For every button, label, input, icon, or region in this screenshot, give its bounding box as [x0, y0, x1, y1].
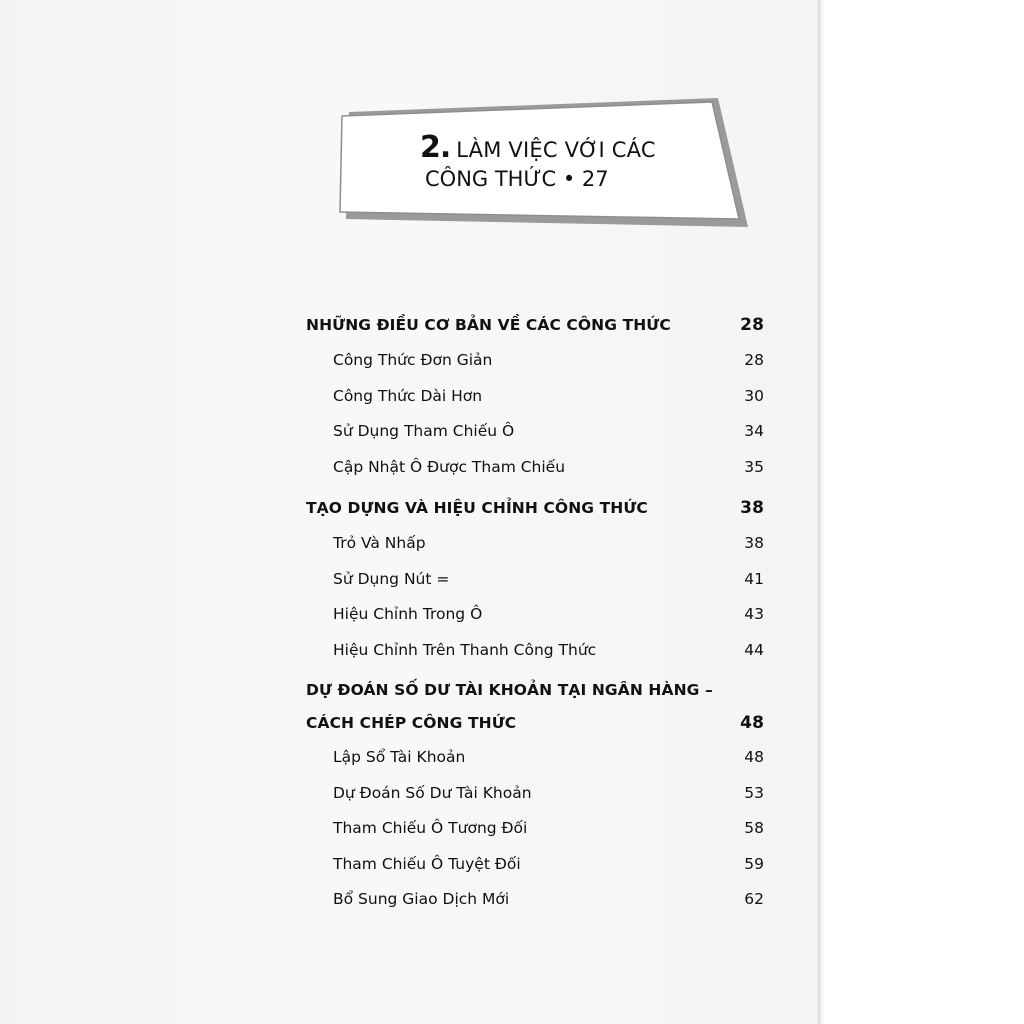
toc-entry	[306, 847, 764, 883]
toc-entry	[306, 414, 764, 450]
entry-page: 41	[744, 569, 764, 588]
entry-page: 35	[744, 457, 764, 476]
entry-label: Hiệu Chỉnh Trong Ô	[333, 605, 483, 623]
entry-page: 53	[744, 783, 764, 802]
toc-entry	[306, 633, 764, 669]
section-title-line1: DỰ ĐOÁN SỐ DƯ TÀI KHOẢN TẠI NGÂN HÀNG –	[306, 681, 713, 699]
toc-entry	[306, 343, 764, 379]
toc-entry	[306, 776, 764, 812]
chapter-title-line2: CÔNG THỨC • 27	[425, 167, 609, 191]
entry-label: Sử Dụng Nút =	[333, 569, 450, 588]
toc-section	[306, 308, 764, 485]
entry-page: 30	[744, 386, 764, 405]
section-title-line2: CÁCH CHÉP CÔNG THỨC	[306, 714, 517, 732]
chapter-number: 2.	[420, 130, 451, 165]
entry-page: 48	[744, 748, 764, 766]
section-heading	[306, 491, 764, 526]
toc-entry	[306, 526, 764, 562]
section-title: TẠO DỰNG VÀ HIỆU CHỈNH CÔNG THỨC	[306, 499, 648, 517]
section-title: NHỮNG ĐIỀU CƠ BẢN VỀ CÁC CÔNG THỨC	[306, 316, 671, 334]
toc-entry	[306, 597, 764, 633]
toc-entry	[306, 562, 764, 598]
entry-label: Tham Chiếu Ô Tương Đối	[333, 819, 528, 837]
entry-page: 28	[744, 351, 764, 369]
entry-page: 58	[744, 819, 764, 837]
entry-label: Hiệu Chỉnh Trên Thanh Công Thức	[333, 640, 597, 659]
entry-label: Dự Đoán Số Dư Tài Khoản	[333, 783, 532, 802]
entry-label: Cập Nhật Ô Được Tham Chiếu	[333, 457, 566, 476]
toc-entry	[306, 740, 764, 776]
toc-entry	[306, 379, 764, 415]
section-page: 28	[740, 315, 764, 335]
entry-label: Công Thức Dài Hơn	[333, 386, 483, 405]
entry-page: 62	[744, 890, 764, 908]
chapter-heading	[420, 130, 720, 191]
toc-entry	[306, 882, 764, 918]
entry-label: Sử Dụng Tham Chiếu Ô	[333, 422, 515, 440]
section-page: 38	[740, 498, 764, 518]
entry-label: Công Thức Đơn Giản	[333, 351, 493, 369]
section-page: 48	[740, 713, 764, 733]
table-of-contents	[306, 308, 764, 918]
entry-page: 38	[744, 534, 764, 552]
toc-section	[306, 674, 764, 918]
chapter-banner	[0, 0, 822, 260]
toc-entry	[306, 450, 764, 486]
entry-label: Bổ Sung Giao Dịch Mới	[333, 890, 510, 908]
entry-label: Tham Chiếu Ô Tuyệt Đối	[333, 854, 521, 873]
entry-page: 59	[744, 854, 764, 873]
entry-label: Trỏ Và Nhấp	[333, 534, 426, 552]
entry-page: 34	[744, 422, 764, 440]
chapter-title-line1: LÀM VIỆC VỚI CÁC	[456, 138, 656, 162]
section-heading	[306, 674, 764, 740]
toc-entry	[306, 811, 764, 847]
entry-label: Lập Sổ Tài Khoản	[333, 748, 466, 766]
entry-page: 44	[744, 640, 764, 659]
section-heading	[306, 308, 764, 343]
toc-section	[306, 491, 764, 668]
entry-page: 43	[744, 605, 764, 623]
